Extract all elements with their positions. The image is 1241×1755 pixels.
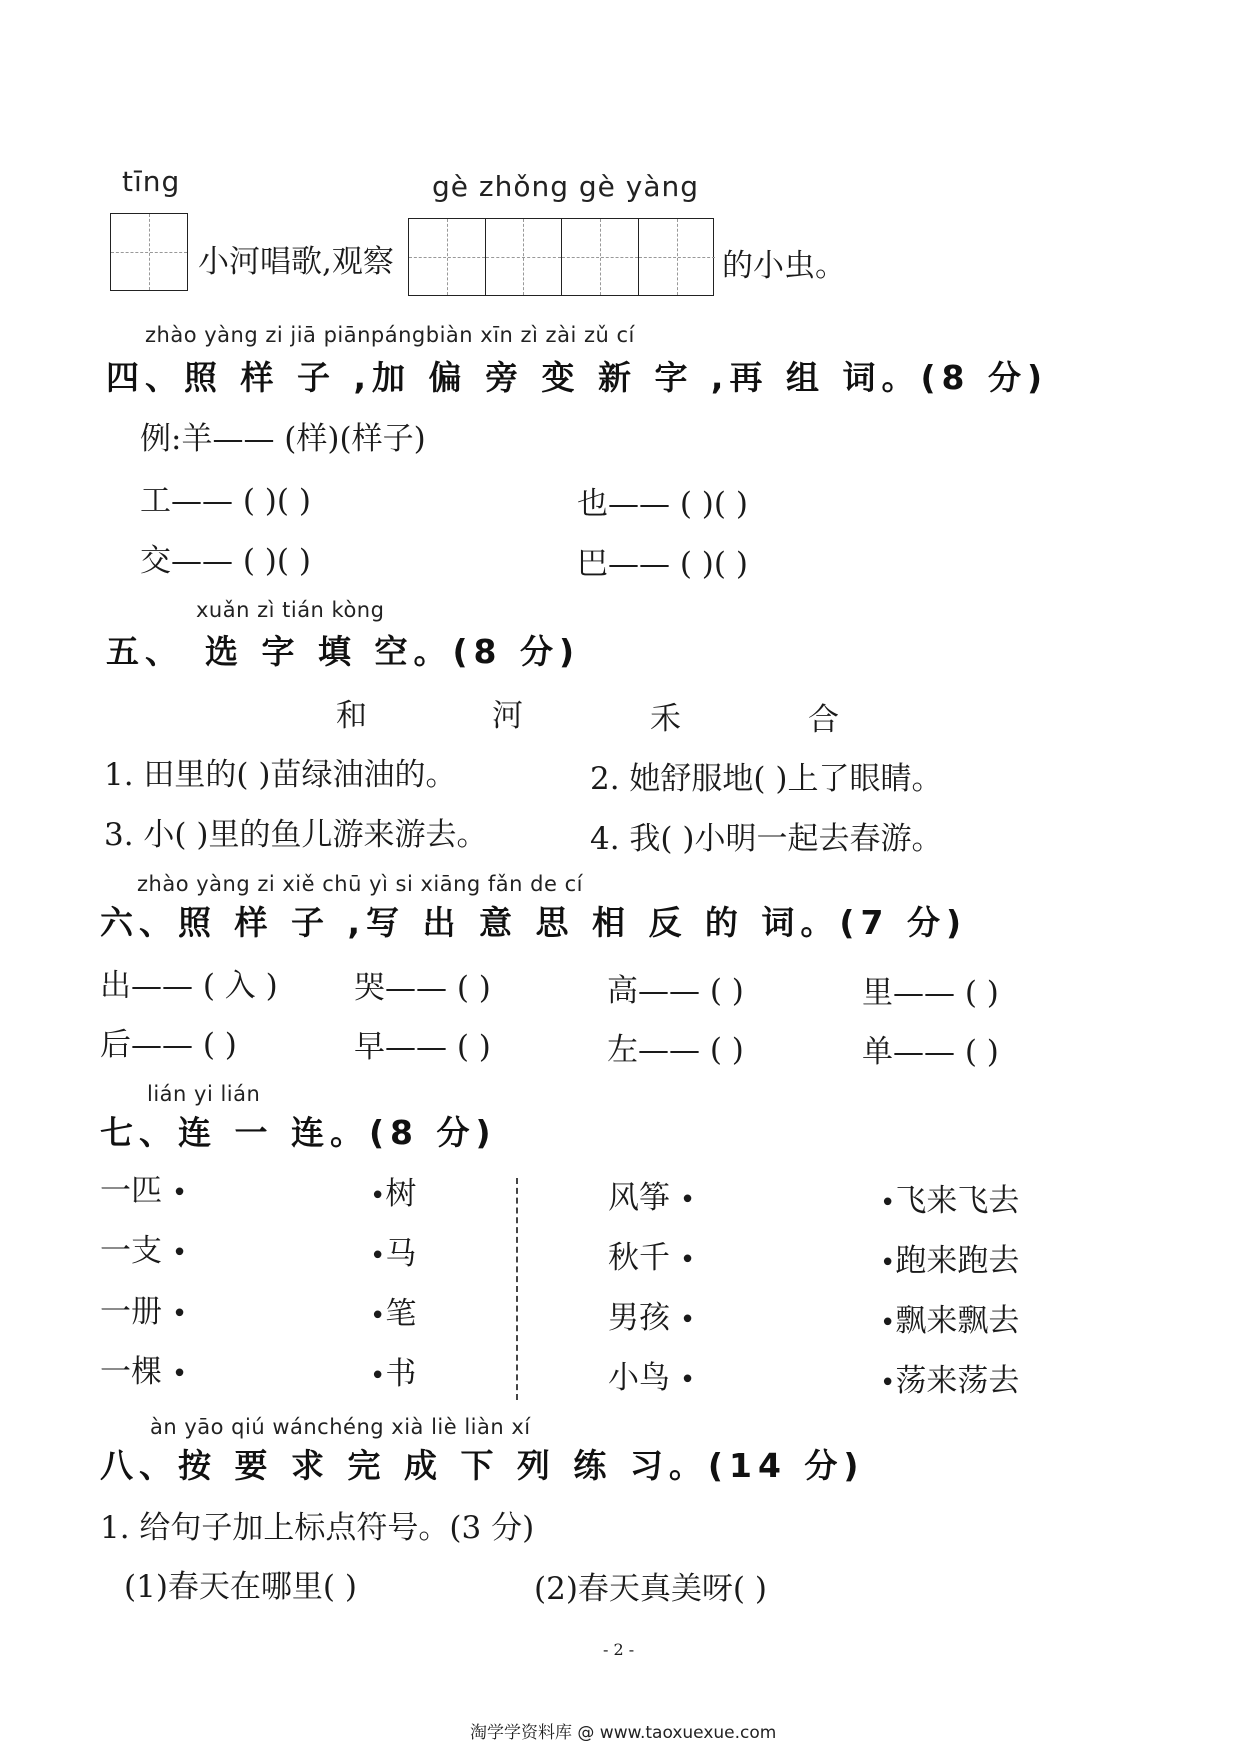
text-little-bugs: 的小虫。	[722, 248, 846, 284]
match-right-a-4[interactable]: 小鸟 •	[608, 1360, 696, 1396]
match-left-b-2[interactable]: •马	[370, 1236, 417, 1272]
match-right-b-1[interactable]: •飞来飞去	[880, 1183, 1020, 1219]
section5-item-3[interactable]: 3. 小( )里的鱼儿游来游去。	[104, 817, 488, 853]
match-right-a-3[interactable]: 男孩 •	[608, 1300, 696, 1336]
match-left-b-4[interactable]: •书	[370, 1356, 417, 1392]
section8-q1: 1. 给句子加上标点符号。(3 分)	[100, 1510, 535, 1546]
match-left-a-4[interactable]: 一棵 •	[100, 1354, 188, 1390]
section5-item-1[interactable]: 1. 田里的( )苗绿油油的。	[104, 757, 457, 793]
footer-watermark: 淘学学资料库 @ www.taoxuexue.com	[470, 1723, 777, 1743]
section6-r1-c1: 出—— ( 入 )	[100, 968, 278, 1004]
section8-q1b[interactable]: (2)春天真美呀( )	[534, 1571, 767, 1607]
section4-row1-right[interactable]: 也—— ( )( )	[577, 486, 748, 522]
section6-title: 六、照 样 子 ,写 出 意 思 相 反 的 词。(7 分)	[100, 903, 968, 942]
match-right-b-4[interactable]: •荡来荡去	[880, 1363, 1020, 1399]
section4-row2-left[interactable]: 交—— ( )( )	[140, 543, 311, 579]
match-left-a-2[interactable]: 一支 •	[100, 1233, 188, 1269]
section6-r2-c1[interactable]: 后—— ( )	[100, 1027, 237, 1063]
pinyin-gezhong: gè zhǒng gè yàng	[432, 170, 700, 203]
match-left-a-1[interactable]: 一匹 •	[100, 1173, 188, 1209]
section6-pinyin: zhào yàng zi xiě chū yì si xiāng fǎn de cí	[137, 872, 583, 896]
section8-q1a[interactable]: (1)春天在哪里( )	[124, 1569, 357, 1605]
section4-example: 例:羊—— (样)(样子)	[140, 421, 426, 457]
section4-row1-left[interactable]: 工—— ( )( )	[140, 483, 311, 519]
match-right-a-2[interactable]: 秋千 •	[608, 1240, 696, 1276]
writing-box-gezhong[interactable]	[408, 218, 714, 296]
section5-pinyin: xuǎn zì tián kòng	[196, 598, 385, 622]
section7-pinyin: lián yi lián	[147, 1082, 261, 1106]
section6-r2-c3[interactable]: 左—— ( )	[607, 1032, 744, 1068]
section4-title: 四、照 样 子 ,加 偏 旁 变 新 字 ,再 组 词。(8 分)	[106, 358, 1049, 397]
choice-he-close: 合	[808, 702, 839, 738]
match-right-a-1[interactable]: 风筝 •	[608, 1180, 696, 1216]
section8-pinyin: àn yāo qiú wánchéng xià liè liàn xí	[150, 1415, 531, 1439]
section6-r1-c4[interactable]: 里—— ( )	[862, 975, 999, 1011]
page-number: - 2 -	[603, 1640, 635, 1659]
choice-he-harmony: 和	[336, 698, 367, 734]
match-right-b-2[interactable]: •跑来跑去	[880, 1243, 1020, 1279]
match-right-b-3[interactable]: •飘来飘去	[880, 1303, 1020, 1339]
text-river-sings: 小河唱歌,观察	[198, 244, 394, 280]
pinyin-ting: tīng	[122, 165, 181, 198]
section6-r1-c2[interactable]: 哭—— ( )	[354, 970, 491, 1006]
section5-item-2[interactable]: 2. 她舒服地( )上了眼睛。	[590, 761, 943, 797]
choice-he-grain: 禾	[650, 701, 681, 737]
section8-title: 八、按 要 求 完 成 下 列 练 习。(14 分)	[100, 1446, 865, 1485]
match-left-b-1[interactable]: •树	[370, 1176, 417, 1212]
match-left-a-3[interactable]: 一册 •	[100, 1294, 188, 1330]
section5-item-4[interactable]: 4. 我( )小明一起去春游。	[590, 821, 943, 857]
section4-row2-right[interactable]: 巴—— ( )( )	[577, 546, 748, 582]
section6-r2-c4[interactable]: 单—— ( )	[862, 1034, 999, 1070]
section4-pinyin: zhào yàng zi jiā piānpángbiàn xīn zì zài zǔ cí	[145, 323, 635, 347]
match-left-b-3[interactable]: •笔	[370, 1296, 417, 1332]
section5-title: 选 字 填 空。(8 分)	[205, 632, 581, 671]
section7-title: 七、连 一 连。(8 分)	[100, 1113, 497, 1152]
column-separator	[516, 1178, 518, 1400]
section6-r1-c3[interactable]: 高—— ( )	[607, 973, 744, 1009]
section6-r2-c2[interactable]: 早—— ( )	[354, 1029, 491, 1065]
choice-he-river: 河	[492, 698, 523, 734]
writing-box-ting[interactable]	[110, 213, 188, 291]
section5-number: 五、	[106, 632, 184, 671]
